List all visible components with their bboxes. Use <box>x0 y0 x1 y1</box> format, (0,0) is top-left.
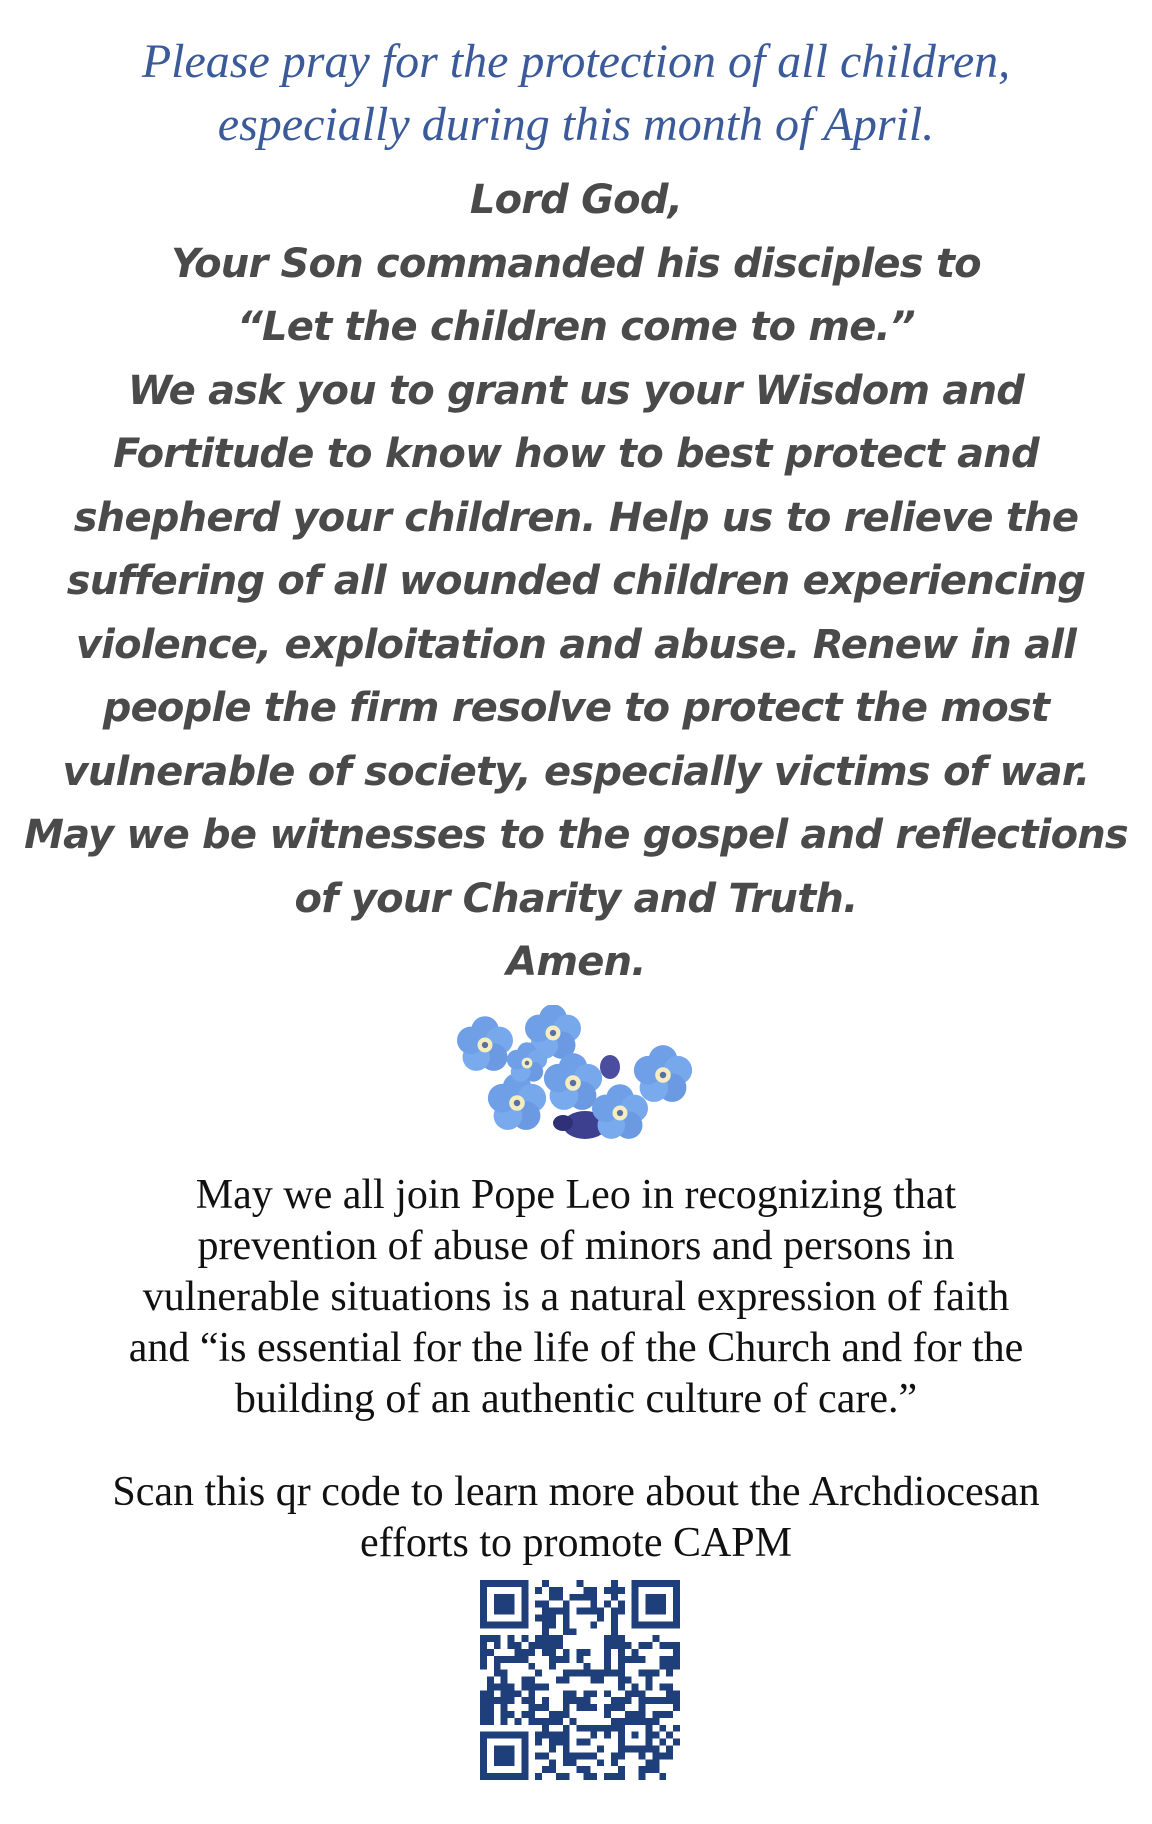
intro-line: especially during this month of April. <box>217 98 935 151</box>
closing-text <box>0 1170 1152 1425</box>
prayer-line: Amen. <box>506 939 646 985</box>
scan-line: Scan this qr code to learn more about the Archdiocesan <box>112 1469 1040 1515</box>
forget-me-not-flowers-icon <box>445 1005 715 1165</box>
qr-code-icon[interactable] <box>480 1580 680 1780</box>
prayer-line: vulnerable of society, especially victims of war. <box>62 748 1090 795</box>
prayer-line: Fortitude to know how to best protect and <box>113 431 1039 477</box>
prayer-line: Your Son commanded his disciples to <box>171 240 981 287</box>
closing-line: vulnerable situations is a natural expression of faith <box>142 1274 1010 1320</box>
prayer-line: of your Charity and Truth. <box>294 875 858 922</box>
prayer-line: violence, exploitation and abuse. Renew in all <box>75 621 1077 668</box>
scan-line: efforts to promote CAPM <box>359 1520 793 1566</box>
intro-line: Please pray for the protection of all children, <box>141 35 1011 88</box>
prayer-line: people the firm resolve to protect the most <box>102 685 1050 731</box>
closing-line: prevention of abuse of minors and persons in <box>197 1223 955 1269</box>
closing-line: building of an authentic culture of care.” <box>234 1376 918 1422</box>
intro-text <box>0 30 1152 156</box>
prayer-line: We ask you to grant us your Wisdom and <box>127 367 1025 414</box>
closing-line: May we all join Pope Leo in recognizing that <box>195 1172 957 1218</box>
scan-instruction <box>0 1467 1152 1569</box>
prayer-line: shepherd your children. Help us to relieve the <box>73 494 1079 541</box>
prayer-text <box>0 169 1152 995</box>
closing-line: and “is essential for the life of the Church and for the <box>128 1325 1024 1371</box>
prayer-line: suffering of all wounded children experiencing <box>66 558 1086 604</box>
prayer-line: May we be witnesses to the gospel and reflections <box>24 812 1128 858</box>
prayer-line: Lord God, <box>469 177 683 223</box>
prayer-line: “Let the children come to me.” <box>237 304 915 350</box>
